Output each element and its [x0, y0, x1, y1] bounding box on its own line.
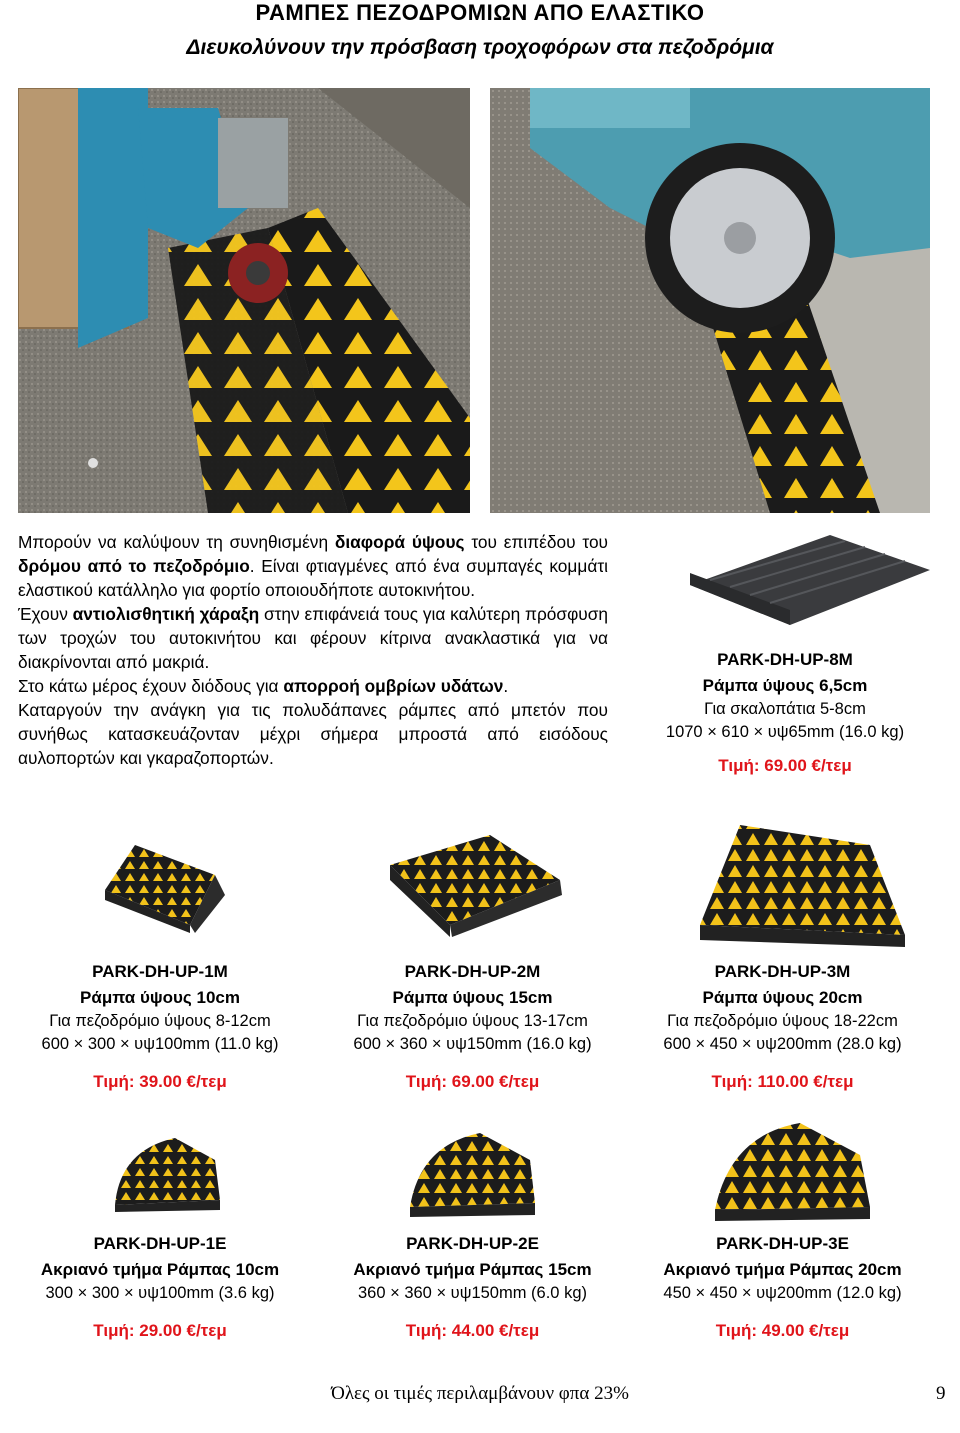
intro-paragraph-1: Μπορούν να καλύψουν τη συνηθισμένη διαφορά ύψους του επιπέδου του δρόμου από το πεζοδρόμιο. Είναι φτιαγμένες από ένα συμπαγές κομμάτι ελαστικού κατάλληλο για φορτίο οποιουδήποτε αυτοκινήτου.	[18, 532, 609, 600]
product-dims: 450 × 450 × υψ200mm (12.0 kg)	[663, 1284, 902, 1302]
product-card-3m	[630, 962, 935, 1092]
product-name: Ράμπα ύψους 15cm	[392, 988, 553, 1007]
product-code: PARK-DH-UP-1E	[93, 1234, 227, 1253]
product-price: Τιμή: 49.00 €/τεμ	[715, 1321, 850, 1340]
product-image-3e	[705, 1115, 880, 1225]
product-use: Για σκαλοπάτια 5-8cm	[704, 700, 866, 718]
product-card-1e	[10, 1234, 310, 1341]
product-card-3e	[630, 1234, 935, 1341]
product-name: Ράμπα ύψους 20cm	[702, 988, 863, 1007]
intro-paragraph-3: Στο κάτω μέρος έχουν διόδους για απορροή ομβρίων υδάτων.	[18, 676, 509, 696]
product-image-3m	[690, 815, 910, 950]
product-card-8m	[630, 650, 940, 776]
product-use: Για πεζοδρόμιο ύψους 13-17cm	[357, 1012, 588, 1030]
product-price: Τιμή: 44.00 €/τεμ	[405, 1321, 540, 1340]
product-name: Ακριανό τμήμα Ράμπας 20cm	[663, 1260, 902, 1279]
footer-vat-note: Όλες οι τιμές περιλαμβάνουν φπα 23%	[331, 1383, 629, 1404]
intro-text	[18, 530, 608, 770]
product-name: Ακριανό τμήμα Ράμπας 10cm	[40, 1260, 280, 1279]
product-code: PARK-DH-UP-3M	[714, 962, 851, 981]
product-card-1m	[10, 962, 310, 1092]
product-code: PARK-DH-UP-3E	[716, 1234, 849, 1253]
product-code: PARK-DH-UP-2M	[404, 962, 541, 981]
intro-paragraph-4: Καταργούν την ανάγκη για τις πολυδάπανες ράμπες από μπετόν που συνήθως κατασκευάζονταν μέχρι σήμερα μπροστά από εισόδους αυλοπορτών και γκαραζοπορτών.	[18, 700, 608, 768]
photo-pallet-truck-on-ramp	[18, 88, 470, 513]
product-name: Ράμπα ύψους 6,5cm	[702, 676, 868, 695]
product-use: Για πεζοδρόμιο ύψους 18-22cm	[667, 1012, 898, 1030]
product-dims: 360 × 360 × υψ150mm (6.0 kg)	[358, 1284, 587, 1302]
product-price: Τιμή: 110.00 €/τεμ	[711, 1072, 854, 1091]
product-price: Τιμή: 69.00 €/τεμ	[718, 756, 852, 775]
product-image-1e	[105, 1130, 235, 1215]
product-image-8m	[680, 525, 940, 630]
product-code: PARK-DH-UP-2E	[406, 1234, 539, 1253]
product-use: Για πεζοδρόμιο ύψους 8-12cm	[49, 1012, 271, 1030]
product-price: Τιμή: 39.00 €/τεμ	[93, 1072, 227, 1091]
product-card-2e	[320, 1234, 625, 1341]
product-dims: 1070 × 610 × υψ65mm (16.0 kg)	[665, 723, 905, 741]
product-image-2m	[380, 825, 570, 940]
product-code: PARK-DH-UP-8M	[717, 650, 853, 669]
product-card-2m	[320, 962, 625, 1092]
product-dims: 600 × 300 × υψ100mm (11.0 kg)	[41, 1035, 279, 1053]
product-dims: 300 × 300 × υψ100mm (3.6 kg)	[45, 1284, 275, 1302]
photo-car-wheel-on-ramp	[490, 88, 930, 513]
product-dims: 600 × 360 × υψ150mm (16.0 kg)	[353, 1035, 592, 1053]
product-name: Ράμπα ύψους 10cm	[80, 988, 240, 1007]
page-number: 9	[936, 1383, 946, 1404]
product-price: Τιμή: 29.00 €/τεμ	[93, 1321, 227, 1340]
page-subtitle: Διευκολύνουν την πρόσβαση τροχοφόρων στα πεζοδρόμια	[186, 36, 774, 59]
product-code: PARK-DH-UP-1M	[92, 962, 228, 981]
product-price: Τιμή: 69.00 €/τεμ	[405, 1072, 540, 1091]
product-image-1m	[95, 835, 235, 935]
product-dims: 600 × 450 × υψ200mm (28.0 kg)	[663, 1035, 902, 1053]
product-name: Ακριανό τμήμα Ράμπας 15cm	[353, 1260, 592, 1279]
page-title: ΡΑΜΠΕΣ ΠΕΖΟΔΡΟΜΙΩΝ ΑΠΟ ΕΛΑΣΤΙΚΟ	[255, 0, 705, 25]
intro-paragraph-2: Έχουν αντιολισθητική χάραξη στην επιφάνειά τους για καλύτερη πρόσφυση των τροχών του αυτοκινήτου και φέρουν κίτρινα ανακλαστικά για να διακρίνονται από μακριά.	[18, 604, 609, 672]
product-image-2e	[400, 1125, 550, 1220]
